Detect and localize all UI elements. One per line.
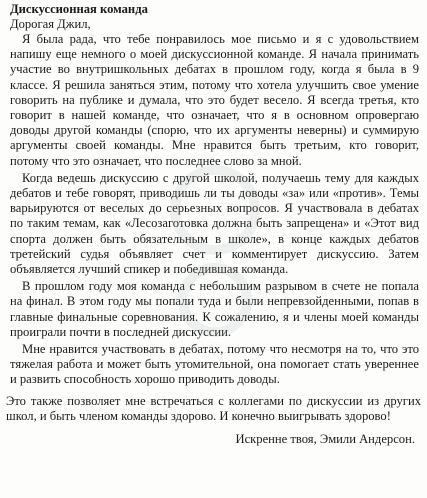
body-paragraph-4: Мне нравится участвовать в дебатах, потому что несмотря на то, что это тяжелая работа и может быть утомительной, она помогает стать увереннее и развить способность хорошо приводить доводы. bbox=[10, 342, 419, 387]
body-paragraph-2: Когда ведешь дискуссию с другой школой, получаешь тему для каждых дебатов и тебе говорят, приводишь ли ты доводы «за» или «против». Темы варьируются от веселых до серьезных вопросов. Я участвовала в дебатах по таким темам, как «Лесозаготовка должна быть запрещена» и «Этот вид спорта должен быть обязательным в школе», в конце каждых дебатов третейский судья объявляет счет и комментирует дискуссию. Затем объявляется лучший спикер и победившая команда. bbox=[10, 170, 419, 277]
letter-signature: Искренне твоя, Эмили Андерсон. bbox=[235, 432, 415, 447]
letter-title: Дискуссионная команда bbox=[10, 2, 148, 16]
body-paragraph-1: Я была рада, что тебе понравилось мое письмо и я с удовольствием напишу еще немного о моей дискуссионной команде. Я начала принимать участие во внутришкольных дебатах в прошлом году, когда я была в 9 классе. Я решила заняться этим, потому что хотела улучшить свое умение говорить на публике и думала, что это будет весело. Я всегда третья, кто говорит в нашей команде, что означает, что я в основном опровергаю доводы другой команды (спорю, что их аргументы неверны) и суммирую аргументы своей команды. Мне нравится быть третьим, кто говорит, потому что это означает, что последнее слово за мной. bbox=[10, 32, 419, 168]
closing-paragraph: Это также позволяет мне встречаться с коллегами по дискуссии из других школ, и быть членом команды здорово. И конечно выигрывать здорово! bbox=[6, 393, 421, 423]
letter-body bbox=[6, 32, 421, 388]
body-paragraph-3: В прошлом году моя команда с небольшим разрывом в счете не попала на финал. В этом году мы попали туда и были непревзойденными, попав в главные финальные соревнования. К сожалению, я и члены моей команды проиграли почти в последней дискуссии. bbox=[10, 279, 419, 339]
letter-greeting: Дорогая Джил, bbox=[10, 17, 91, 31]
